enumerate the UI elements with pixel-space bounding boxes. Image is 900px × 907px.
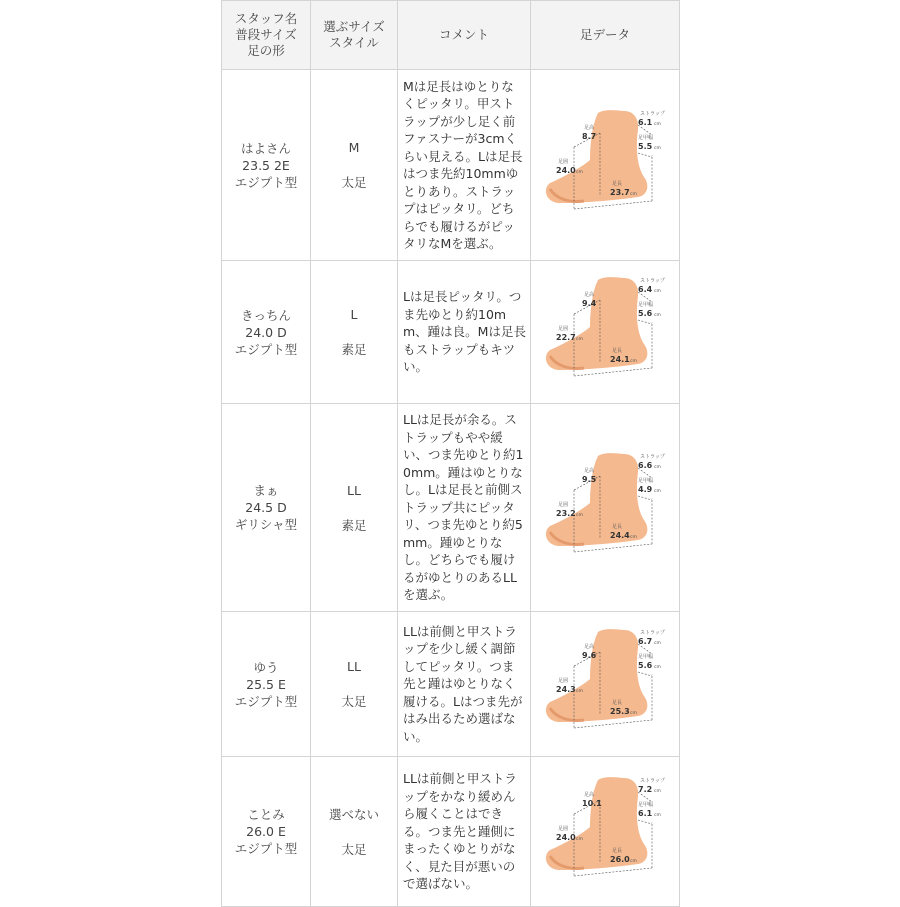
label-girth: 足囲 <box>558 678 569 684</box>
label-length: 足長 <box>612 523 623 530</box>
value-instep: 6.1 <box>638 808 653 818</box>
header-foot-data <box>531 1 680 70</box>
label-length: 足長 <box>612 181 623 187</box>
table-row <box>222 612 680 757</box>
value-height: 9.4 <box>582 299 597 308</box>
label-girth: 足囲 <box>558 159 569 165</box>
unit-strap: cm <box>654 122 661 127</box>
unit-instep: cm <box>654 812 661 818</box>
label-instep: 足甲幅 <box>638 477 654 484</box>
header-comment-label: コメント <box>438 27 489 42</box>
value-girth: 24.0 <box>556 832 576 842</box>
value-strap: 6.1 <box>638 118 653 127</box>
foot-diagram <box>540 272 670 392</box>
style: 太足 <box>341 175 367 190</box>
foot-data-cell <box>531 757 680 907</box>
unit-girth: cm <box>576 836 583 842</box>
staff-cell <box>222 70 311 261</box>
label-strap: ストラップ <box>640 453 665 460</box>
foot-diagram <box>540 624 670 744</box>
label-strap: ストラップ <box>640 777 665 784</box>
foot-type: ギリシャ型 <box>234 517 298 532</box>
unit-strap: cm <box>654 788 661 794</box>
foot-type: エジプト型 <box>234 341 298 357</box>
unit-girth: cm <box>576 337 583 342</box>
staff-name: はよさん <box>240 140 291 156</box>
comment-cell <box>398 70 531 261</box>
value-strap: 6.7 <box>638 637 653 646</box>
style: 素足 <box>341 517 367 533</box>
chosen-size: M <box>348 140 360 155</box>
label-girth: 足囲 <box>558 501 569 508</box>
style: 素足 <box>341 342 367 357</box>
usual-size: 24.5 D <box>245 500 287 515</box>
foot-shape <box>546 777 647 870</box>
unit-strap: cm <box>654 289 661 294</box>
value-girth: 24.3 <box>556 685 576 694</box>
foot-shape <box>546 110 647 203</box>
label-height: 足高 <box>584 791 595 798</box>
staff-name: ことみ <box>247 807 285 822</box>
value-instep: 5.6 <box>638 309 653 318</box>
value-length: 23.7 <box>610 188 630 197</box>
label-length: 足長 <box>612 348 623 354</box>
staff-cell <box>222 404 311 612</box>
value-length: 24.1 <box>610 355 630 364</box>
value-strap: 6.4 <box>638 285 653 294</box>
unit-instep: cm <box>654 488 661 494</box>
header-staff <box>222 1 311 70</box>
value-height: 10.1 <box>582 798 602 808</box>
value-girth: 24.0 <box>556 166 576 175</box>
value-height: 8.7 <box>582 132 597 141</box>
unit-instep: cm <box>654 665 661 670</box>
unit-length: cm <box>630 534 637 540</box>
unit-length: cm <box>630 858 637 864</box>
foot-type: エジプト型 <box>234 174 298 190</box>
unit-strap: cm <box>654 641 661 646</box>
value-strap: 7.2 <box>638 784 653 794</box>
table-header-row <box>222 1 680 70</box>
table-row <box>222 404 680 612</box>
style: 太足 <box>341 841 367 857</box>
header-foot-shape: 足の形 <box>247 43 285 58</box>
staff-name: まぁ <box>253 483 279 498</box>
foot-data-cell <box>531 404 680 612</box>
foot-shape <box>546 629 647 722</box>
value-length: 26.0 <box>610 854 630 864</box>
label-instep: 足甲幅 <box>638 135 654 141</box>
pick-cell <box>311 261 398 404</box>
foot-data-cell <box>531 612 680 757</box>
unit-length: cm <box>630 192 637 197</box>
unit-length: cm <box>630 711 637 716</box>
table-row <box>222 261 680 404</box>
unit-strap: cm <box>654 464 661 470</box>
foot-type: エジプト型 <box>234 841 298 856</box>
foot-diagram <box>540 448 670 568</box>
foot-data-cell <box>531 70 680 261</box>
pick-cell <box>311 70 398 261</box>
comment-text: LLは前側と甲ストラップを少し緩く調節してピッタリ。つま先と踵はゆとりなく履ける。Lはつま先がはみ出るため選ばない。 <box>403 623 523 744</box>
unit-instep: cm <box>654 313 661 318</box>
style: 太足 <box>341 694 367 709</box>
comment-text: Lは足長ピッタリ。つま先ゆとり約10mm、踵は良。Mは足長もストラップもキツい。 <box>403 289 526 375</box>
value-length: 24.4 <box>610 530 630 540</box>
comment-text: Mは足長はゆとりなくピッタリ。甲ストラップが少し足く前ファスナーが3cmくらい見える。Lは足長はつま先約10mmゆとりあり。ストラップはピッタリ。どちらでも履けるがピッタリなMを選ぶ。 <box>403 78 523 251</box>
value-length: 25.3 <box>610 707 630 716</box>
pick-cell <box>311 612 398 757</box>
value-instep: 4.9 <box>638 484 653 494</box>
pick-cell <box>311 404 398 612</box>
label-height: 足高 <box>584 467 595 474</box>
label-instep: 足甲幅 <box>638 801 654 808</box>
value-height: 9.5 <box>582 474 597 484</box>
comment-cell <box>398 261 531 404</box>
chosen-size: LL <box>347 659 361 674</box>
chosen-size: 選べない <box>328 806 379 822</box>
comment-text: LLは足長が余る。ストラップもやや緩い、つま先ゆとり約10mm。踵はゆとりなし。Lは足長と前側ストラップ共にピッタリ、つま先ゆとり約5mm。踵ゆとりなし。どちらでも履けるがゆとりのあるLLを選ぶ。 <box>403 412 524 603</box>
header-staff-name: スタッフ名 <box>234 11 298 26</box>
chosen-size: LL <box>347 482 361 498</box>
staff-name: ゆう <box>253 659 279 675</box>
header-style: スタイル <box>329 35 379 50</box>
label-instep: 足甲幅 <box>638 302 654 308</box>
staff-cell <box>222 612 311 757</box>
table-row <box>222 757 680 907</box>
label-strap: ストラップ <box>640 278 665 284</box>
value-girth: 23.2 <box>556 508 576 518</box>
staff-cell <box>222 261 311 404</box>
staff-cell <box>222 757 311 907</box>
label-length: 足長 <box>612 847 623 854</box>
label-height: 足高 <box>584 644 595 650</box>
comment-text: LLは前側と甲ストラップをかなり緩めんら履くことはできる。つま先と踵側にまったくゆとりがなく、見た目が悪いので選ばない。 <box>403 771 517 892</box>
unit-instep: cm <box>654 146 661 151</box>
staff-name: きっちん <box>240 307 291 323</box>
foot-shape <box>546 277 647 370</box>
foot-data-cell <box>531 261 680 404</box>
value-strap: 6.6 <box>638 460 653 470</box>
value-instep: 5.6 <box>638 661 653 670</box>
header-chosen-size: 選ぶサイズ <box>323 19 385 34</box>
usual-size: 26.0 E <box>246 824 286 839</box>
comment-cell <box>398 757 531 907</box>
foot-diagram <box>540 772 670 892</box>
usual-size: 25.5 E <box>246 676 286 692</box>
unit-girth: cm <box>576 170 583 175</box>
header-comment <box>398 1 531 70</box>
label-girth: 足囲 <box>558 825 569 832</box>
size-comparison-table <box>221 0 680 907</box>
unit-girth: cm <box>576 689 583 694</box>
header-pick <box>311 1 398 70</box>
unit-girth: cm <box>576 512 583 518</box>
usual-size: 24.0 D <box>245 324 287 340</box>
foot-diagram <box>540 105 670 225</box>
label-strap: ストラップ <box>640 111 665 117</box>
label-strap: ストラップ <box>640 630 665 636</box>
comment-cell <box>398 404 531 612</box>
label-girth: 足囲 <box>558 326 569 332</box>
foot-shape <box>546 453 647 546</box>
header-usual-size: 普段サイズ <box>235 27 297 42</box>
label-instep: 足甲幅 <box>638 654 654 660</box>
value-instep: 5.5 <box>638 142 653 151</box>
label-height: 足高 <box>584 125 595 131</box>
header-foot-data-label: 足データ <box>579 27 630 42</box>
value-height: 9.6 <box>582 651 597 660</box>
unit-length: cm <box>630 359 637 364</box>
pick-cell <box>311 757 398 907</box>
chosen-size: L <box>350 307 358 322</box>
foot-type: エジプト型 <box>234 693 298 709</box>
usual-size: 23.5 2E <box>242 157 290 173</box>
label-length: 足長 <box>612 700 623 706</box>
value-girth: 22.7 <box>556 333 576 342</box>
comment-cell <box>398 612 531 757</box>
table-row <box>222 70 680 261</box>
label-height: 足高 <box>584 292 595 298</box>
